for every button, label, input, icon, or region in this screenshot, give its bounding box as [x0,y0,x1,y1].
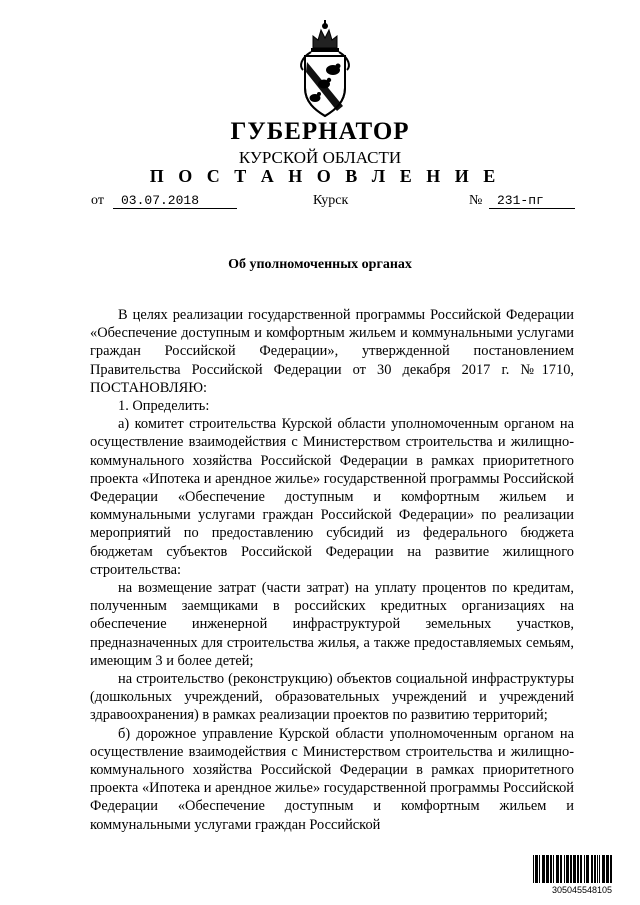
number-label: № [469,193,483,208]
document-meta-row [91,193,576,213]
barcode [532,855,632,897]
paragraph-item-1: 1. Определить: [118,398,210,415]
barcode-bar [573,855,576,883]
paragraph-subitem-social: на строительство (реконструкцию) объектов социальной инфраструктуры (дошкольных учреждений, образовательных учреждений и учреждений здравоохранения) в рамках реализации проектов по развитию территорий; [90,671,574,724]
document-subject: Об уполномоченных органах [228,257,412,272]
barcode-bar [591,855,593,883]
paragraph-subitem-interest: на возмещение затрат (части затрат) на уплату процентов по кредитам, полученным заемщиками в российских кредитных организациях на обеспечение инженерной инфраструктурой земельных участков, предназначенных для строительства жилья, а также предоставляемых семьям, имеющим 3 и более детей; [90,580,574,669]
barcode-bar [542,855,545,883]
barcode-bar [553,855,554,883]
number-field: 231-пг [489,193,575,209]
document-body [90,306,574,834]
barcode-bar [566,855,569,883]
barcode-number: 305045548105 [551,885,613,895]
barcode-bar [577,855,579,883]
paragraph-item-b: б) дорожное управление Курской области уполномоченным органом на осуществление взаимодействия с Министерством строительства и жилищно-коммунального хозяйства Российской Федерации в рамках приоритетного проекта «Ипотека и арендное жилье» государственной программы Российской Федерации «Обеспечение доступным и комфортным жильем и коммунальными услугами граждан Российской [90,725,574,833]
paragraph-preamble: В целях реализации государственной программы Российской Федерации «Обеспечение доступным и комфортным жильем и коммунальными услугами граждан Российской Федерации», утвержденной постановлением Правительства Российской Федерации от 30 декабря 2017 г. №1710, ПОСТАНОВЛЯЮ: [90,307,574,396]
barcode-bar [570,855,572,883]
barcode-bar [564,855,565,883]
governor-title: ГУБЕРНАТОР [230,118,410,145]
barcode-bar [594,855,596,883]
barcode-bar [610,855,612,883]
region-title: КУРСКОЙ ОБЛАСТИ [238,148,402,167]
barcode-bar [533,855,534,883]
date-label: от [91,193,104,208]
barcode-bar [599,855,600,883]
barcode-bar [560,855,562,883]
barcode-bar [580,855,582,883]
barcode-bar [546,855,549,883]
barcode-bar [584,855,585,883]
barcode-bar [539,855,540,883]
coat-of-arms-emblem [293,18,357,122]
date-field: 03.07.2018 [113,193,237,209]
document-type-title: П О С Т А Н О В Л Е Н И Е [149,166,501,186]
barcode-bar [597,855,598,883]
paragraph-item-a: а) комитет строительства Курской области уполномоченным органом на осуществление взаимодействия с Министерством строительства и жилищно-коммунального хозяйства Российской Федерации в рамках приоритетного проекта «Ипотека и арендное жилье» государственной программы Российской Федерации «Обеспечение доступным и комфортным жильем и коммунальными услугами граждан Российской Федерации» по реализации мероприятий по предоставлению субсидий из федерального бюджета бюджетам субъектов Российской Федерации на развитие жилищного строительства: [90,416,574,578]
barcode-bar [586,855,589,883]
city-label: Курск [313,193,349,208]
barcode-bar [556,855,559,883]
barcode-bar [606,855,609,883]
barcode-bars [532,855,632,885]
barcode-bar [535,855,538,883]
barcode-bar [602,855,605,883]
barcode-bar [550,855,552,883]
